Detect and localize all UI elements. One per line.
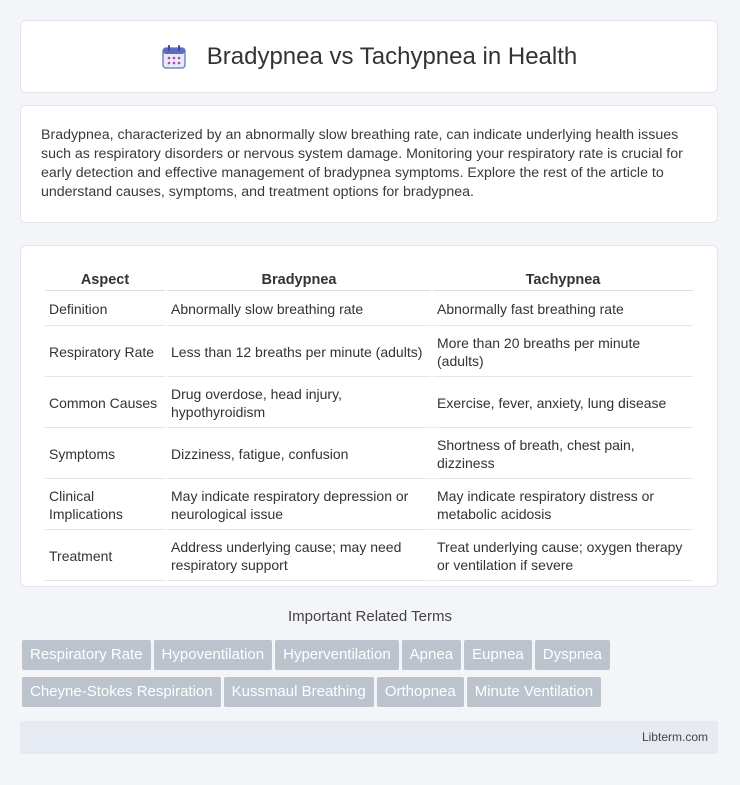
table-cell: Less than 12 breaths per minute (adults) [167,328,431,377]
related-term-tag[interactable]: Eupnea [464,640,532,670]
related-term-tag[interactable]: Hyperventilation [275,640,399,670]
intro-text: Bradypnea, characterized by an abnormally slow breathing rate, can indicate underlying health issues such as respiratory disorders or nervous system damage. Monitoring your respiratory rate is crucial for early detection and effective management of bradypnea symptoms. Explore the rest of the article to understand causes, symptoms, and treatment options for bradypnea. [41,127,683,200]
related-term-tag[interactable]: Cheyne-Stokes Respiration [22,677,221,707]
table-cell: Shortness of breath, chest pain, dizziness [433,430,693,479]
table-cell: Dizziness, fatigue, confusion [167,430,431,479]
related-terms-list [22,640,722,714]
related-terms-title: Important Related Terms [288,608,452,625]
related-term-tag[interactable]: Minute Ventilation [467,677,601,707]
footer [20,721,718,754]
intro-card [20,105,718,223]
comparison-card [20,245,718,587]
table-cell: Treatment [45,532,165,581]
comparison-table [43,266,695,583]
column-header: Bradypnea [167,268,431,291]
table-row [45,481,693,530]
related-term-tag[interactable]: Hypoventilation [154,640,273,670]
table-cell: Abnormally fast breathing rate [433,293,693,326]
table-cell: May indicate respiratory depression or neurological issue [167,481,431,530]
table-cell: May indicate respiratory distress or metabolic acidosis [433,481,693,530]
related-term-tag[interactable]: Kussmaul Breathing [224,677,374,707]
column-header: Aspect [45,268,165,291]
table-cell: Clinical Implications [45,481,165,530]
related-term-tag[interactable]: Apnea [402,640,461,670]
calendar-icon [161,44,187,70]
table-row [45,532,693,581]
table-cell: Symptoms [45,430,165,479]
table-cell: Common Causes [45,379,165,428]
table-cell: More than 20 breaths per minute (adults) [433,328,693,377]
page-title: Bradypnea vs Tachypnea in Health [206,42,578,70]
header-card [20,20,718,93]
footer-site-link[interactable]: Libterm.com [641,730,708,744]
table-cell: Address underlying cause; may need respiratory support [167,532,431,581]
table-cell: Respiratory Rate [45,328,165,377]
related-term-tag[interactable]: Orthopnea [377,677,464,707]
table-cell: Treat underlying cause; oxygen therapy or ventilation if severe [433,532,693,581]
table-header-row [45,268,693,291]
table-row [45,379,693,428]
table-row [45,430,693,479]
table-cell: Exercise, fever, anxiety, lung disease [433,379,693,428]
table-cell: Abnormally slow breathing rate [167,293,431,326]
table-row [45,328,693,377]
related-term-tag[interactable]: Dyspnea [535,640,610,670]
table-cell: Drug overdose, head injury, hypothyroidism [167,379,431,428]
table-row [45,293,693,326]
column-header: Tachypnea [433,268,693,291]
related-term-tag[interactable]: Respiratory Rate [22,640,151,670]
table-cell: Definition [45,293,165,326]
